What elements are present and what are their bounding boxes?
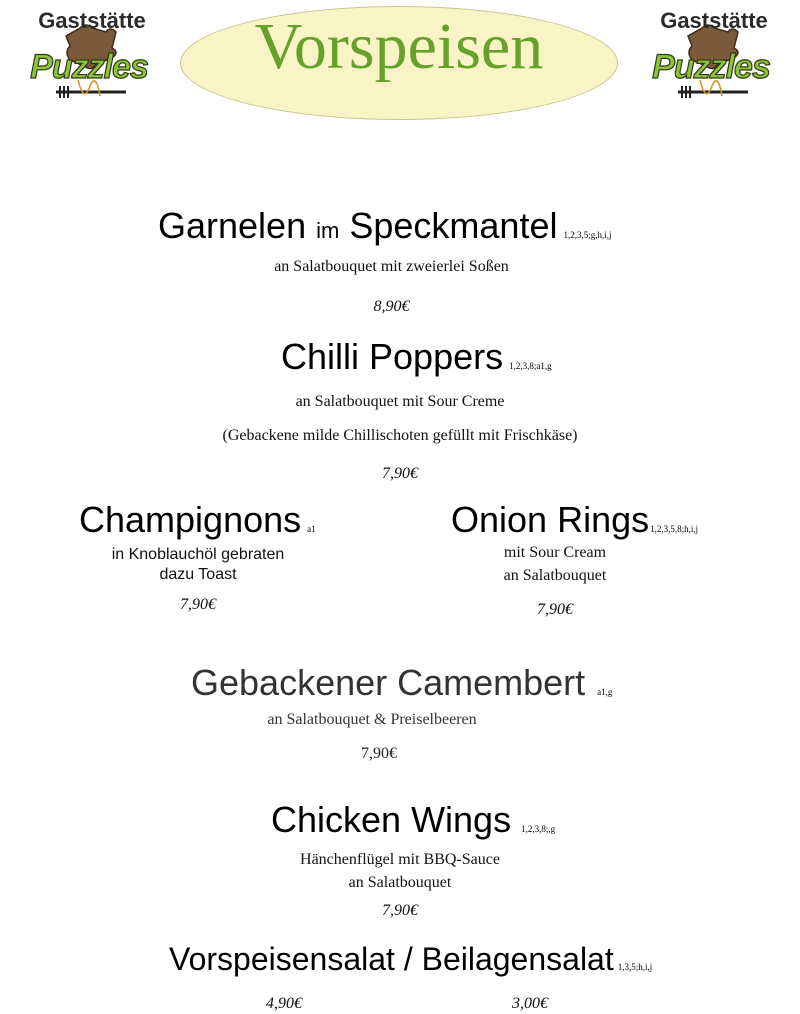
dish-title-text: Vorspeisensalat / Beilagensalat bbox=[169, 941, 614, 977]
dish-description: in Knoblauchöl gebraten bbox=[111, 546, 285, 563]
dish-note: (Gebackene milde Chillischoten gefüllt mit Frischkäse) bbox=[222, 427, 578, 444]
allergen-codes: a1 bbox=[307, 524, 316, 534]
dish-title-garnelen bbox=[158, 205, 612, 246]
logo-top-text: Gaststätte bbox=[38, 8, 146, 33]
allergen-codes: a1,g bbox=[597, 687, 613, 697]
dish-title-text: Chicken Wings bbox=[271, 799, 512, 840]
dish-title-part: Garnelen bbox=[158, 205, 307, 246]
dish-title-onion-rings bbox=[451, 499, 699, 540]
dish-title-camembert bbox=[191, 662, 613, 703]
dish-title-chilli-poppers bbox=[281, 336, 552, 377]
dish-price: 8,90€ bbox=[373, 298, 410, 315]
dish-description: an Salatbouquet & Preiselbeeren bbox=[267, 711, 477, 728]
allergen-codes: 1,2,3,5;g,h,i,j bbox=[563, 230, 612, 240]
dish-title-text: Champignons bbox=[79, 499, 302, 540]
dish-title-part: Speckmantel bbox=[349, 205, 558, 246]
dish-price: 7,90€ bbox=[537, 601, 573, 618]
dish-price: 7,90€ bbox=[361, 745, 397, 762]
dish-title-salad bbox=[169, 943, 652, 975]
dish-price: 7,90€ bbox=[382, 465, 418, 482]
dish-title-text: Onion Rings bbox=[451, 499, 650, 540]
restaurant-logo-right bbox=[630, 6, 792, 106]
dish-title-chicken-wings bbox=[271, 799, 556, 840]
page-title: Vorspeisen bbox=[254, 10, 544, 83]
dish-description: dazu Toast bbox=[159, 566, 237, 583]
restaurant-logo-left bbox=[8, 6, 170, 106]
dish-description: an Salatbouquet bbox=[348, 874, 452, 891]
allergen-codes: 1,2,3,5,8;h,i,j bbox=[650, 524, 699, 534]
dish-description: Hänchenflügel mit BBQ-Sauce bbox=[300, 851, 500, 868]
dish-price: 7,90€ bbox=[180, 596, 216, 613]
allergen-codes: 1,3,5;h,i,j bbox=[617, 962, 653, 972]
allergen-codes: 1,2,3,8;a1,g bbox=[509, 361, 552, 371]
dish-title-champignons bbox=[79, 499, 316, 540]
logo-bottom-text: Puzzles bbox=[30, 48, 148, 86]
dish-title-part: im bbox=[316, 218, 340, 243]
logo-bottom-text: Puzzles bbox=[652, 48, 770, 86]
dish-description: an Salatbouquet mit Sour Creme bbox=[295, 393, 505, 410]
dish-description: an Salatbouquet mit zweierlei Soßen bbox=[274, 258, 509, 275]
dish-price-starter-salad: 4,90€ bbox=[266, 995, 302, 1012]
dish-price-side-salad: 3,00€ bbox=[512, 995, 548, 1012]
dish-title-text: Chilli Poppers bbox=[281, 336, 504, 377]
dish-price: 7,90€ bbox=[382, 902, 418, 919]
dish-description: mit Sour Cream bbox=[503, 544, 607, 561]
logo-top-text: Gaststätte bbox=[660, 8, 768, 33]
dish-description: an Salatbouquet bbox=[503, 567, 607, 584]
dish-title-text: Gebackener Camembert bbox=[191, 662, 586, 703]
allergen-codes: 1,2,3,8;,g bbox=[521, 824, 556, 834]
